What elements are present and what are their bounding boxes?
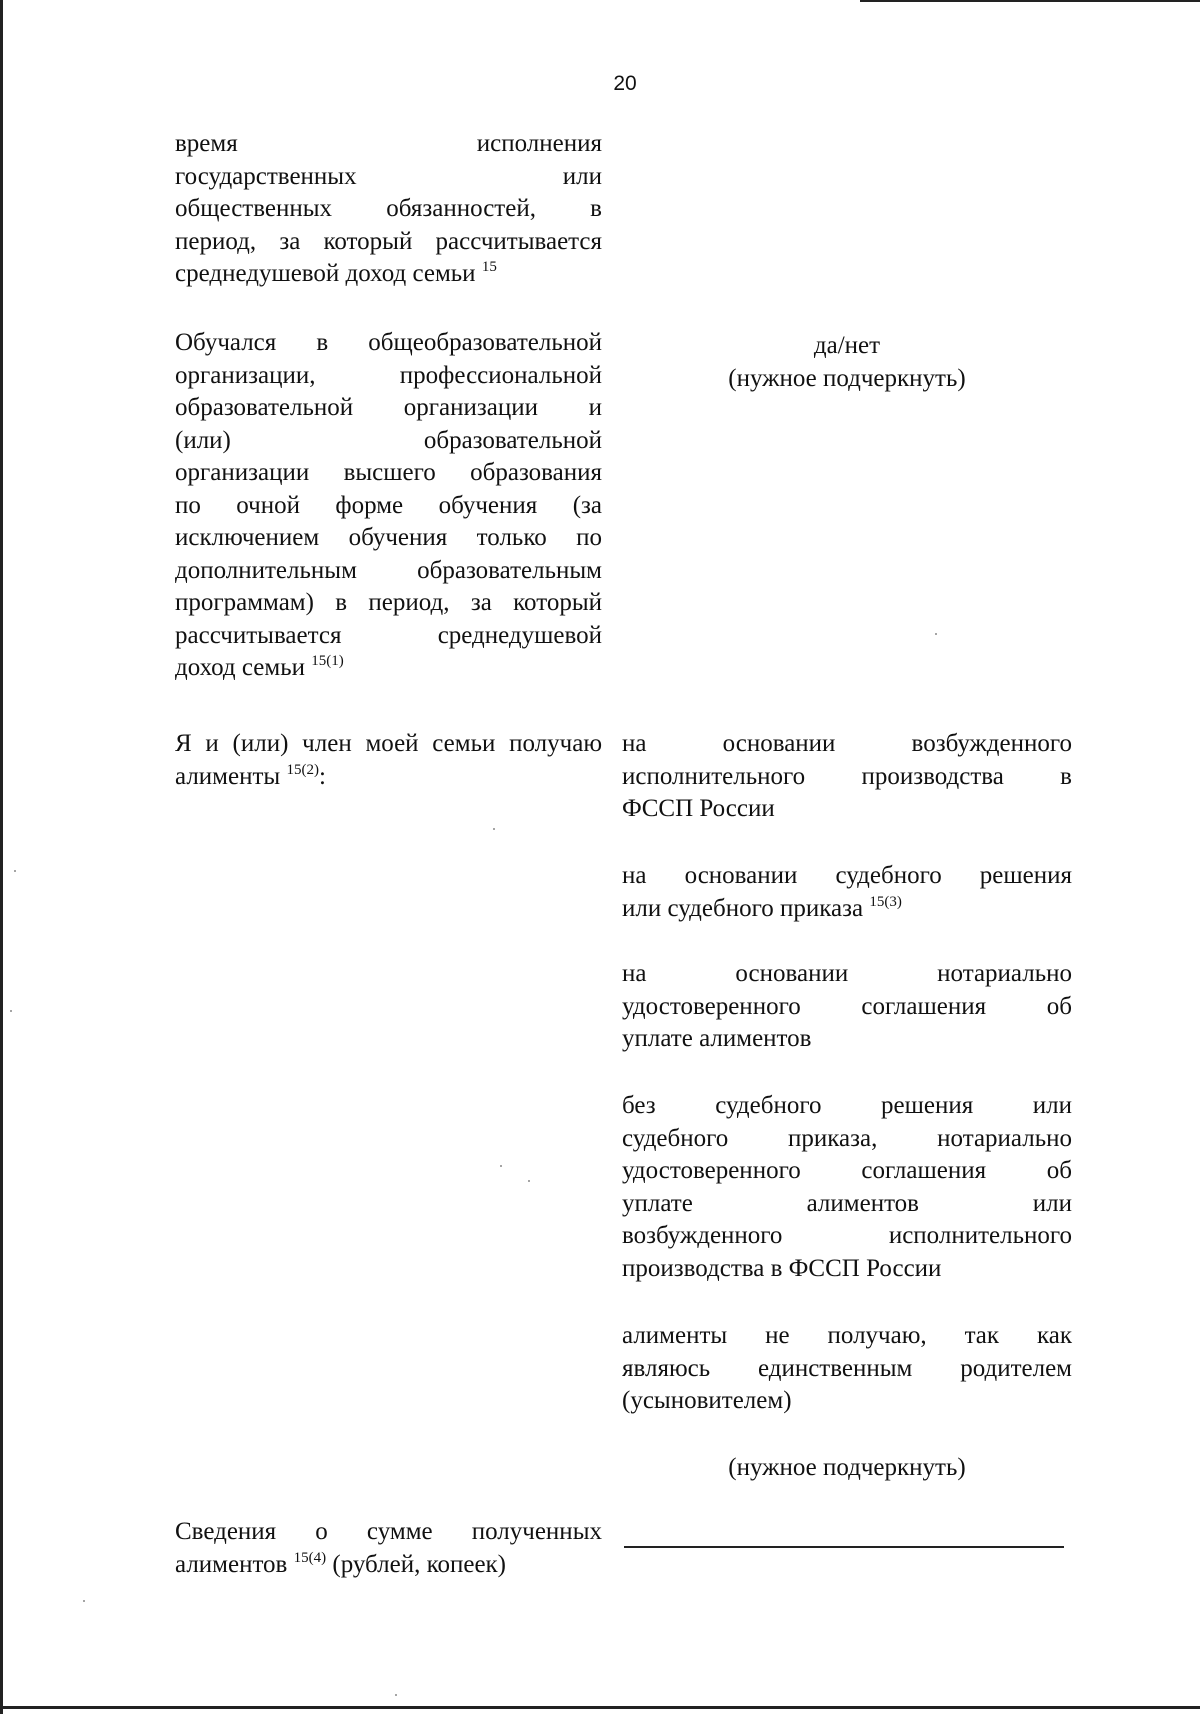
text-line: исключением обучения только по: [175, 524, 602, 551]
units-note: (рублей, копеек): [326, 1550, 507, 1578]
text-line: уплате алиментов: [622, 1025, 812, 1052]
footnote-ref: 15(1): [311, 653, 344, 669]
yes-no-option[interactable]: да/нет: [813, 332, 881, 359]
alimony-option-voluntary[interactable]: [622, 1090, 1072, 1285]
text-line: время исполнения: [175, 130, 602, 157]
study-question: [175, 327, 602, 685]
study-answer: [622, 330, 1072, 395]
scan-speck: [83, 1600, 85, 1602]
text-line: (или) образовательной: [175, 426, 602, 454]
alimony-question: [175, 728, 602, 793]
text-line: Обучался в общеобразовательной: [175, 329, 602, 356]
footnote-ref: 15(2): [286, 761, 319, 778]
text-line: производства в ФССП России: [622, 1254, 942, 1282]
text-line: организации, профессиональной: [175, 361, 602, 389]
scan-speck: [935, 633, 937, 635]
text-line-last: [622, 893, 1072, 926]
text-line: общественных обязанностей, в: [175, 195, 602, 222]
scan-speck: [500, 1165, 502, 1167]
alimony-option-notarial[interactable]: [622, 958, 1072, 1056]
text-line: период, за который рассчитывается: [175, 227, 602, 255]
text-line-last: [175, 761, 602, 794]
text-line: Я и (или) член моей семьи получаю: [175, 730, 602, 757]
page-number: 20: [613, 72, 637, 95]
text-line: алиментов: [175, 1550, 288, 1578]
text-line: (усыновителем): [622, 1387, 792, 1414]
text-line: Сведения о сумме полученных: [175, 1518, 602, 1545]
text-line: без судебного решения или: [622, 1092, 1072, 1119]
alimony-option-fssp[interactable]: [622, 728, 1072, 826]
alimony-sum-question: [175, 1516, 602, 1581]
scan-speck: [528, 1180, 530, 1182]
text-line-last: [175, 258, 602, 291]
text-line: на основании судебного решения: [622, 862, 1072, 889]
text-line: на основании возбужденного: [622, 730, 1072, 757]
scan-speck: [14, 870, 16, 872]
footnote-ref: 15(4): [293, 1549, 327, 1566]
text-line: образовательной организации и: [175, 394, 602, 421]
alimony-option-court[interactable]: [622, 860, 1072, 925]
text-line-last: [175, 1549, 602, 1582]
text-line: судебного приказа, нотариально: [622, 1124, 1072, 1152]
text-line: среднедушевой доход семьи: [175, 260, 476, 287]
text-line: исполнительного производства в: [622, 762, 1072, 790]
alimony-sum-input-line[interactable]: [624, 1546, 1064, 1548]
underline-hint: (нужное подчеркнуть): [728, 364, 966, 392]
scan-speck: [493, 828, 495, 830]
scan-speck: [10, 1010, 12, 1012]
alimony-option-single-parent[interactable]: [622, 1320, 1072, 1418]
text-line: программам) в период, за который: [175, 589, 602, 616]
text-line: дополнительным образовательным: [175, 556, 602, 584]
text-line: удостоверенного соглашения об: [622, 992, 1072, 1020]
text-line: удостоверенного соглашения об: [622, 1157, 1072, 1184]
text-line-last: [175, 652, 602, 685]
duties-question: [175, 128, 602, 291]
text-line: на основании нотариально: [622, 960, 1072, 987]
scan-edge-bottom: [0, 1706, 1200, 1709]
text-line: доход семьи: [175, 654, 305, 681]
text-line: возбужденного исполнительного: [622, 1222, 1072, 1249]
text-line: по очной форме обучения (за: [175, 491, 602, 519]
text-line: рассчитывается среднедушевой: [175, 621, 602, 649]
footnote-ref: 15(3): [869, 893, 902, 910]
text-line: алименты: [175, 762, 281, 790]
alimony-underline-hint: [622, 1452, 1072, 1485]
colon: :: [318, 762, 326, 790]
text-line: алименты не получаю, так как: [622, 1322, 1072, 1349]
scan-speck: [395, 1694, 397, 1696]
text-line: являюсь единственным родителем: [622, 1354, 1072, 1382]
scan-edge-top: [860, 0, 1200, 2]
underline-hint: (нужное подчеркнуть): [728, 1454, 966, 1481]
text-line: ФССП России: [622, 795, 775, 822]
text-line: организации высшего образования: [175, 459, 602, 486]
footnote-ref: 15: [481, 259, 497, 275]
text-line: государственных или: [175, 162, 602, 190]
text-line: уплате алиментов или: [622, 1189, 1072, 1217]
text-line: или судебного приказа: [622, 894, 864, 922]
scan-edge-left: [0, 0, 3, 1714]
